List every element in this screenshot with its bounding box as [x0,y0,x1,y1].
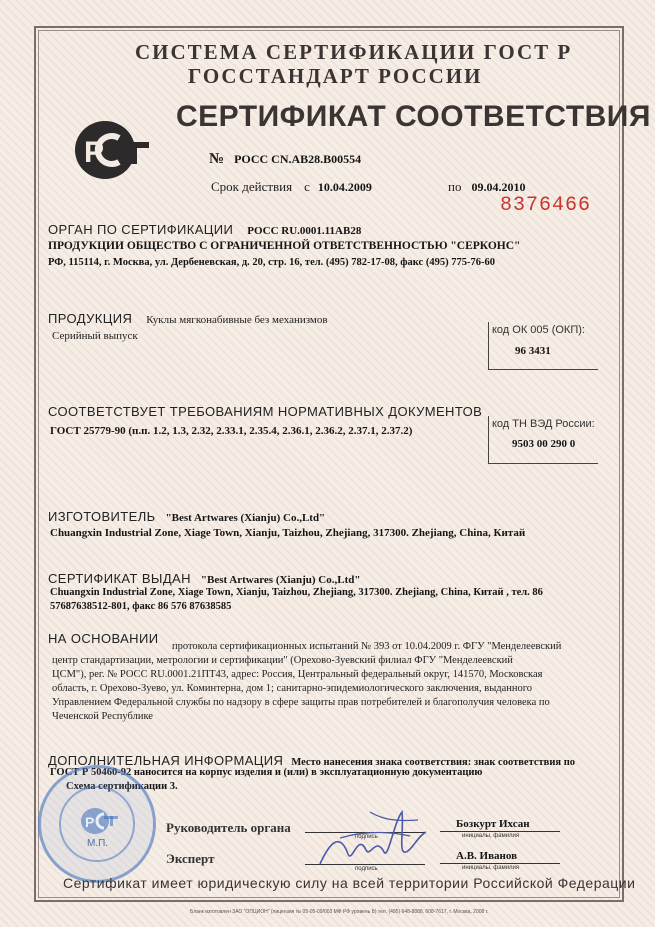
seal-logo-icon [80,806,120,841]
head-name-line [440,831,560,832]
basis-line5: Управлением Федеральной службы по надзору в сфере защиты прав потребителей и благополучия человека по [52,697,550,708]
number-value: РОСС CN.АВ28.В00554 [234,152,362,166]
certificate-title: СЕРТИФИКАТ СООТВЕТСТВИЯ [176,100,651,133]
seal-stamp [38,765,156,883]
manufacturer-label: ИЗГОТОВИТЕЛЬ [48,509,156,524]
validity-row [211,178,372,196]
basis-line1: протокола сертификационных испытаний № 393 от 10.04.2009 г. ФГУ "Менделеевский [172,641,562,652]
issued-name: "Best Artwares (Xianju) Co.,Ltd" [200,574,361,586]
tn-code-label: код ТН ВЭД России: [492,418,595,430]
manufacturer-address: Chuangxin Industrial Zone, Xiage Town, Xianju, Taizhou, Zhejiang, 317300. Zhejiang, China, Китай [50,527,526,539]
serial-number: 8376466 [500,194,592,217]
expert-name-caption: инициалы, фамилия [462,865,520,871]
conformity-standard: ГОСТ 25779-90 (п.п. 1.2, 1.3, 2.32, 2.33.1, 2.35.4, 2.36.1, 2.36.2, 2.37.1, 2.37.2) [50,425,413,437]
product-label: ПРОДУКЦИЯ [48,311,133,326]
validity-footer: Сертификат имеет юридическую силу на всей территории Российской Федерации [63,875,636,891]
handwritten-signature [300,792,440,887]
head-label: Руководитель органа [166,820,291,835]
organ-line2: РФ, 115114, г. Москва, ул. Дербеневская, д. 20, стр. 16, тел. (495) 782-17-08, факс (495) 775-76-60 [48,257,495,268]
rst-logo-icon [73,118,153,182]
ok-code-label: код ОК 005 (ОКП): [492,324,585,336]
basis-line3: ЦСМ"), рег. № РОСС RU.0001.21ПТ43, адрес: Россия, Центральный федеральный округ, 141570, Московская [52,669,543,680]
organ-row [48,221,361,239]
issued-address2: 57687638512-801, факс 86 576 87638585 [50,601,232,612]
issued-row [48,570,360,588]
to-date: 09.04.2010 [471,180,526,194]
basis-line2: центр стандартизации, метрологии и сертификации" (Орехово-Зуевский филиал ФГУ "Менделеевский [52,655,513,666]
from-date: 10.04.2009 [317,180,372,194]
seal-mp: М.П. [87,838,109,849]
number-prefix: № [209,151,225,167]
head-name-caption: инициалы, фамилия [462,833,520,839]
product-name: Куклы мягконабивные без механизмов [146,314,328,326]
expert-name-line [440,863,560,864]
basis-line4: область, г. Орехово-Зуево, ул. Коминтерна, дом 1; санитарно-эпидемиологического заключения, выданного [52,683,533,694]
additional-line3: Схема сертификации 3. [66,781,178,792]
issued-label: СЕРТИФИКАТ ВЫДАН [48,571,191,586]
certificate-number [209,150,361,168]
organ-code: РОСС RU.0001.11АВ28 [247,225,362,237]
fine-print: Бланк изготовлен ЗАО "ОПЦИОН" (лицензия № 05-05-09/003 МФ РФ уровень Б) тел. (495) 648-8888, 608-7617, г. Москва, 2008 г. [190,909,489,915]
product-release: Серийный выпуск [52,330,138,342]
additional-line2: ГОСТ Р 50460-92 наносится на корпус изделия и (или) в эксплуатационную документацию [50,767,483,778]
additional-line1: Место нанесения знака соответствия: знак соответствия по [291,757,575,768]
basis-line6: Чеченской Республике [52,711,153,722]
expert-label: Эксперт [166,851,215,866]
product-row [48,310,328,328]
manufacturer-name: "Best Artwares (Xianju) Co.,Ltd" [165,512,326,524]
issued-address1: Chuangxin Industrial Zone, Xiage Town, Xianju, Taizhou, Zhejiang, 317300. Zhejiang, China, Китай , тел. 86 [50,587,543,598]
head-name: Бозкурт Ихсан [456,818,530,830]
to-label: по [448,179,462,194]
additional-label: ДОПОЛНИТЕЛЬНАЯ ИНФОРМАЦИЯ [48,753,284,768]
svg-text:P: P [85,814,95,830]
from-label: с [304,179,310,194]
validity-label: Срок действия [211,179,293,194]
expert-name: А.В. Иванов [456,850,518,862]
system-title-line2: ГОССТАНДАРТ РОССИИ [188,64,483,88]
conformity-label: СООТВЕТСТВУЕТ ТРЕБОВАНИЯМ НОРМАТИВНЫХ ДОКУМЕНТОВ [48,404,483,419]
svg-text:P: P [84,136,105,169]
tn-code-value: 9503 00 290 0 [512,438,576,450]
head-sign-caption: подпись [355,834,378,840]
organ-label: ОРГАН ПО СЕРТИФИКАЦИИ [48,222,234,237]
expert-sign-caption: подпись [355,866,378,872]
manufacturer-row [48,508,325,526]
system-title-line1: СИСТЕМА СЕРТИФИКАЦИИ ГОСТ Р [135,40,573,64]
basis-label: НА ОСНОВАНИИ [48,631,159,646]
ok-code-value: 96 3431 [515,345,551,357]
organ-line1: ПРОДУКЦИИ ОБЩЕСТВО С ОГРАНИЧЕННОЙ ОТВЕТСТВЕННОСТЬЮ "СЕРКОНС" [48,240,521,252]
